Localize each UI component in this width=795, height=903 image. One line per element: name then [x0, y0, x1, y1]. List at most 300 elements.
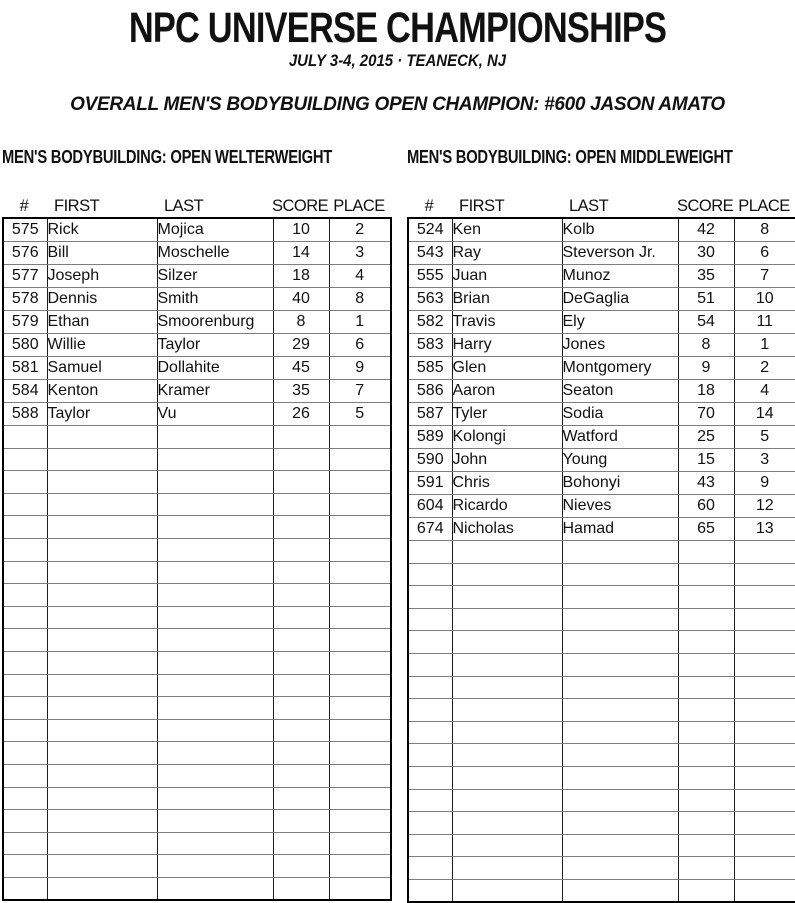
- cell-score: [678, 812, 734, 835]
- cell-number: 585: [408, 357, 452, 380]
- cell-score: [273, 426, 329, 449]
- cell-place: [329, 764, 391, 787]
- cell-place: [329, 448, 391, 471]
- cell-last: Hamad: [562, 518, 678, 541]
- cell-number: [3, 877, 47, 900]
- cell-first: [452, 721, 562, 744]
- cell-score: [273, 877, 329, 900]
- cell-score: [273, 674, 329, 697]
- table-row-empty: [3, 606, 391, 629]
- cell-first: [47, 426, 157, 449]
- cell-place: [734, 766, 795, 789]
- cell-first: [452, 653, 562, 676]
- table-row-empty: [408, 699, 795, 722]
- cell-number: [3, 516, 47, 539]
- cell-number: [408, 541, 452, 564]
- cell-last: Montgomery: [562, 357, 678, 380]
- cell-last: Dollahite: [157, 357, 273, 380]
- col-header-number: #: [19, 197, 29, 215]
- cell-number: 524: [408, 218, 452, 242]
- cell-place: [329, 538, 391, 561]
- table-row: [3, 311, 391, 334]
- cell-score: 9: [678, 357, 734, 380]
- cell-score: [678, 789, 734, 812]
- cell-number: 575: [3, 218, 47, 242]
- table-row-empty: [408, 563, 795, 586]
- cell-place: [734, 586, 795, 609]
- cell-number: 586: [408, 380, 452, 403]
- cell-last: [562, 744, 678, 767]
- cell-number: 577: [3, 265, 47, 288]
- cell-number: 555: [408, 265, 452, 288]
- cell-last: [157, 697, 273, 720]
- cell-number: [408, 812, 452, 835]
- results-tables: [2, 147, 793, 903]
- section-title-welterweight: MEN'S BODYBUILDING: OPEN WELTERWEIGHT: [2, 147, 333, 167]
- cell-place: [329, 606, 391, 629]
- table-row-empty: [3, 516, 391, 539]
- cell-place: [734, 721, 795, 744]
- cell-number: [3, 493, 47, 516]
- cell-first: Joseph: [47, 265, 157, 288]
- cell-score: [273, 448, 329, 471]
- cell-score: [273, 471, 329, 494]
- table-row: [408, 403, 795, 426]
- cell-last: [157, 651, 273, 674]
- cell-place: [734, 563, 795, 586]
- cell-place: [734, 834, 795, 857]
- cell-last: [157, 674, 273, 697]
- cell-last: [157, 561, 273, 584]
- cell-first: Ken: [452, 218, 562, 242]
- cell-first: Kenton: [47, 380, 157, 403]
- table-row: [408, 311, 795, 334]
- cell-score: 40: [273, 288, 329, 311]
- cell-first: [452, 879, 562, 902]
- cell-number: [3, 606, 47, 629]
- cell-place: 6: [329, 334, 391, 357]
- table-row-empty: [3, 674, 391, 697]
- cell-place: [734, 631, 795, 654]
- table-row-empty: [3, 448, 391, 471]
- cell-last: Vu: [157, 403, 273, 426]
- cell-score: [678, 721, 734, 744]
- cell-last: [157, 719, 273, 742]
- cell-place: 9: [329, 357, 391, 380]
- cell-last: Steverson Jr.: [562, 242, 678, 265]
- cell-last: Moschelle: [157, 242, 273, 265]
- cell-place: 5: [329, 403, 391, 426]
- cell-number: 604: [408, 495, 452, 518]
- cell-place: 4: [734, 380, 795, 403]
- cell-first: [47, 832, 157, 855]
- cell-score: 54: [678, 311, 734, 334]
- event-date-location: JULY 3-4, 2015 · TEANECK, NJ: [288, 51, 507, 70]
- cell-place: 1: [734, 334, 795, 357]
- cell-score: [678, 857, 734, 880]
- cell-last: [562, 789, 678, 812]
- cell-score: 18: [273, 265, 329, 288]
- table-row-empty: [408, 766, 795, 789]
- cell-place: [734, 676, 795, 699]
- cell-number: 591: [408, 472, 452, 495]
- cell-first: Rick: [47, 218, 157, 242]
- cell-last: Jones: [562, 334, 678, 357]
- table-row: [3, 334, 391, 357]
- cell-number: [3, 629, 47, 652]
- panel-open-middleweight: [407, 147, 795, 903]
- cell-score: [678, 563, 734, 586]
- cell-number: 582: [408, 311, 452, 334]
- cell-place: [329, 877, 391, 900]
- cell-number: 563: [408, 288, 452, 311]
- table-row-empty: [408, 608, 795, 631]
- cell-number: [408, 631, 452, 654]
- cell-number: [3, 764, 47, 787]
- cell-last: [157, 426, 273, 449]
- cell-number: [408, 653, 452, 676]
- cell-last: [157, 787, 273, 810]
- table-row-empty: [3, 493, 391, 516]
- cell-first: [47, 584, 157, 607]
- cell-place: [329, 561, 391, 584]
- cell-last: [562, 812, 678, 835]
- cell-last: Munoz: [562, 265, 678, 288]
- cell-number: 576: [3, 242, 47, 265]
- cell-score: [678, 699, 734, 722]
- cell-last: [562, 541, 678, 564]
- cell-place: 8: [734, 218, 795, 242]
- cell-place: 3: [329, 242, 391, 265]
- col-header-place: PLACE: [738, 197, 790, 215]
- table-row-empty: [3, 742, 391, 765]
- cell-first: [47, 471, 157, 494]
- cell-score: [273, 832, 329, 855]
- cell-first: Willie: [47, 334, 157, 357]
- cell-number: [408, 586, 452, 609]
- cell-score: 15: [678, 449, 734, 472]
- cell-number: 587: [408, 403, 452, 426]
- cell-last: Bohonyi: [562, 472, 678, 495]
- cell-first: [47, 855, 157, 878]
- cell-place: [734, 744, 795, 767]
- table-row: [408, 518, 795, 541]
- cell-place: [329, 832, 391, 855]
- panel-open-welterweight: [2, 147, 390, 901]
- cell-first: Ethan: [47, 311, 157, 334]
- cell-last: [157, 471, 273, 494]
- table-row: [408, 449, 795, 472]
- cell-first: Harry: [452, 334, 562, 357]
- cell-last: [562, 879, 678, 902]
- table-row: [3, 380, 391, 403]
- cell-place: 3: [734, 449, 795, 472]
- cell-score: [273, 516, 329, 539]
- cell-place: 5: [734, 426, 795, 449]
- cell-last: [157, 584, 273, 607]
- cell-number: 579: [3, 311, 47, 334]
- cell-first: [452, 766, 562, 789]
- cell-number: [3, 538, 47, 561]
- cell-place: [734, 812, 795, 835]
- table-row: [408, 357, 795, 380]
- col-header-number: #: [424, 197, 434, 215]
- cell-first: Juan: [452, 265, 562, 288]
- cell-last: [562, 586, 678, 609]
- page-title: NPC UNIVERSE CHAMPIONSHIPS: [128, 4, 667, 52]
- cell-last: Taylor: [157, 334, 273, 357]
- cell-place: 9: [734, 472, 795, 495]
- table-row-empty: [3, 471, 391, 494]
- table-row-empty: [3, 629, 391, 652]
- cell-first: Dennis: [47, 288, 157, 311]
- cell-last: [562, 563, 678, 586]
- cell-number: [408, 766, 452, 789]
- table-row: [408, 426, 795, 449]
- cell-score: 42: [678, 218, 734, 242]
- cell-number: 583: [408, 334, 452, 357]
- cell-number: [3, 787, 47, 810]
- cell-first: [47, 561, 157, 584]
- cell-first: Ray: [452, 242, 562, 265]
- cell-place: [734, 541, 795, 564]
- cell-score: 25: [678, 426, 734, 449]
- cell-score: 26: [273, 403, 329, 426]
- cell-first: [47, 538, 157, 561]
- cell-last: [562, 631, 678, 654]
- cell-last: Kramer: [157, 380, 273, 403]
- cell-number: [408, 834, 452, 857]
- cell-number: 578: [3, 288, 47, 311]
- cell-first: Taylor: [47, 403, 157, 426]
- cell-score: [678, 834, 734, 857]
- cell-last: Young: [562, 449, 678, 472]
- cell-place: 10: [734, 288, 795, 311]
- cell-score: [273, 651, 329, 674]
- cell-score: [678, 879, 734, 902]
- cell-first: [47, 516, 157, 539]
- table-row-empty: [408, 586, 795, 609]
- cell-last: [157, 855, 273, 878]
- cell-score: [273, 561, 329, 584]
- col-header-first: FIRST: [459, 197, 505, 215]
- col-header-first: FIRST: [54, 197, 100, 215]
- cell-first: Samuel: [47, 357, 157, 380]
- cell-place: [329, 471, 391, 494]
- cell-first: [47, 674, 157, 697]
- cell-score: [273, 855, 329, 878]
- table-row: [408, 495, 795, 518]
- cell-place: [329, 855, 391, 878]
- table-row-empty: [3, 426, 391, 449]
- cell-score: [273, 742, 329, 765]
- cell-place: [734, 608, 795, 631]
- cell-score: 43: [678, 472, 734, 495]
- cell-number: [3, 742, 47, 765]
- cell-number: [3, 719, 47, 742]
- cell-number: [408, 721, 452, 744]
- cell-place: 13: [734, 518, 795, 541]
- cell-place: 6: [734, 242, 795, 265]
- table-row-empty: [3, 877, 391, 900]
- table-row: [408, 334, 795, 357]
- cell-last: [157, 629, 273, 652]
- table-row-empty: [3, 719, 391, 742]
- table-row-empty: [408, 541, 795, 564]
- cell-first: [452, 744, 562, 767]
- cell-number: 543: [408, 242, 452, 265]
- cell-first: [452, 676, 562, 699]
- cell-last: Smoorenburg: [157, 311, 273, 334]
- column-header-row: [407, 195, 795, 216]
- cell-first: Nicholas: [452, 518, 562, 541]
- cell-first: [47, 810, 157, 833]
- cell-place: 2: [734, 357, 795, 380]
- cell-place: [329, 719, 391, 742]
- cell-score: [273, 606, 329, 629]
- cell-last: [157, 493, 273, 516]
- cell-place: 11: [734, 311, 795, 334]
- cell-first: [47, 606, 157, 629]
- cell-first: [452, 812, 562, 835]
- table-row: [408, 218, 795, 242]
- table-row-empty: [3, 584, 391, 607]
- cell-first: [452, 586, 562, 609]
- table-row: [3, 242, 391, 265]
- cell-score: [273, 584, 329, 607]
- cell-number: [408, 563, 452, 586]
- cell-score: [273, 810, 329, 833]
- cell-number: [3, 810, 47, 833]
- cell-score: 29: [273, 334, 329, 357]
- table-row-empty: [408, 653, 795, 676]
- cell-number: [3, 584, 47, 607]
- cell-first: Aaron: [452, 380, 562, 403]
- cell-first: Chris: [452, 472, 562, 495]
- cell-last: Mojica: [157, 218, 273, 242]
- cell-score: 70: [678, 403, 734, 426]
- cell-first: Glen: [452, 357, 562, 380]
- cell-first: Tyler: [452, 403, 562, 426]
- cell-score: [678, 608, 734, 631]
- cell-first: [452, 608, 562, 631]
- cell-number: [408, 699, 452, 722]
- column-header-row: [2, 195, 390, 216]
- cell-place: [329, 493, 391, 516]
- cell-first: Travis: [452, 311, 562, 334]
- table-row-empty: [3, 787, 391, 810]
- cell-last: Silzer: [157, 265, 273, 288]
- table-row-empty: [3, 651, 391, 674]
- table-row: [3, 403, 391, 426]
- cell-score: [273, 787, 329, 810]
- cell-first: Brian: [452, 288, 562, 311]
- cell-score: [273, 764, 329, 787]
- cell-last: [157, 810, 273, 833]
- table-row-empty: [408, 812, 795, 835]
- cell-number: [3, 855, 47, 878]
- cell-first: [47, 719, 157, 742]
- cell-first: [47, 629, 157, 652]
- cell-place: [329, 697, 391, 720]
- cell-score: [273, 629, 329, 652]
- cell-score: 30: [678, 242, 734, 265]
- cell-score: [678, 744, 734, 767]
- cell-first: [47, 742, 157, 765]
- cell-number: [3, 561, 47, 584]
- cell-first: [452, 631, 562, 654]
- col-header-last: LAST: [569, 197, 609, 215]
- table-row: [3, 265, 391, 288]
- cell-number: 590: [408, 449, 452, 472]
- cell-first: [47, 764, 157, 787]
- cell-first: [47, 697, 157, 720]
- cell-score: [678, 676, 734, 699]
- cell-last: [157, 538, 273, 561]
- table-row-empty: [408, 676, 795, 699]
- cell-last: Nieves: [562, 495, 678, 518]
- cell-score: [273, 538, 329, 561]
- cell-last: Ely: [562, 311, 678, 334]
- table-row-empty: [408, 789, 795, 812]
- cell-last: Smith: [157, 288, 273, 311]
- cell-first: [47, 448, 157, 471]
- cell-score: [678, 631, 734, 654]
- table-row: [408, 242, 795, 265]
- cell-score: 14: [273, 242, 329, 265]
- cell-place: [734, 879, 795, 902]
- cell-score: 45: [273, 357, 329, 380]
- cell-last: [562, 721, 678, 744]
- cell-last: Kolb: [562, 218, 678, 242]
- table-row-empty: [3, 561, 391, 584]
- table-row: [3, 288, 391, 311]
- cell-last: [562, 608, 678, 631]
- col-header-place: PLACE: [333, 197, 385, 215]
- cell-last: Sodia: [562, 403, 678, 426]
- table-row-empty: [3, 697, 391, 720]
- table-row: [408, 472, 795, 495]
- cell-first: [47, 493, 157, 516]
- table-row: [408, 288, 795, 311]
- overall-champion-line: OVERALL MEN'S BODYBUILDING OPEN CHAMPION: #600 JASON AMATO: [70, 94, 725, 115]
- cell-score: [678, 586, 734, 609]
- cell-place: [734, 699, 795, 722]
- cell-score: 10: [273, 218, 329, 242]
- cell-first: [452, 857, 562, 880]
- cell-number: [408, 857, 452, 880]
- table-row-empty: [408, 631, 795, 654]
- cell-place: 14: [734, 403, 795, 426]
- cell-score: 8: [273, 311, 329, 334]
- cell-number: [3, 697, 47, 720]
- cell-first: [47, 787, 157, 810]
- cell-place: [329, 742, 391, 765]
- cell-score: [273, 719, 329, 742]
- cell-last: [157, 742, 273, 765]
- cell-last: [562, 766, 678, 789]
- cell-number: [408, 789, 452, 812]
- cell-last: [562, 834, 678, 857]
- cell-place: 12: [734, 495, 795, 518]
- cell-place: [734, 789, 795, 812]
- cell-number: [3, 448, 47, 471]
- cell-number: [3, 471, 47, 494]
- section-title-middleweight: MEN'S BODYBUILDING: OPEN MIDDLEWEIGHT: [407, 147, 733, 167]
- cell-last: [562, 653, 678, 676]
- table-row: [3, 218, 391, 242]
- cell-score: 18: [678, 380, 734, 403]
